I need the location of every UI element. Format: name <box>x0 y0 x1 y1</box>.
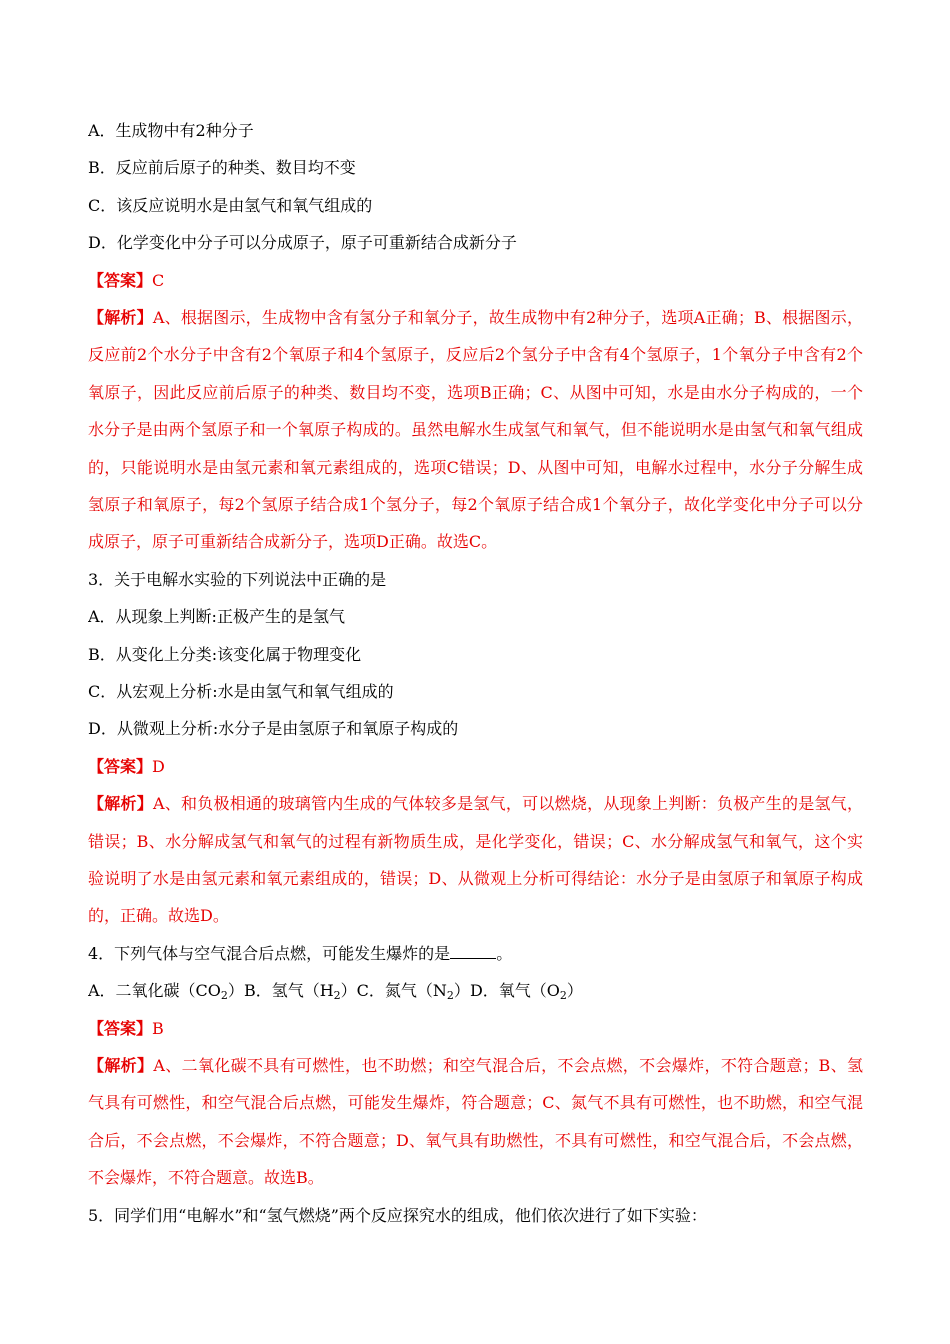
q2-option-a: A．生成物中有2种分子 <box>88 121 254 140</box>
q4-option-b-text: B．氢气（H <box>243 981 334 1001</box>
q2-option-d: D．化学变化中分子可以分成原子，原子可重新结合成新分子 <box>88 233 517 253</box>
q4-option-d-text: D．氧气（O <box>469 981 560 1001</box>
q3-answer-value: D <box>152 756 165 776</box>
q3-analysis-text: A、和负极相通的玻璃管内生成的气体较多是氢气，可以燃烧，从现象上判断：负极产生的是氢气，错误；B、水分解成氢气和氧气的过程有新物质生成，是化学变化，错误；C、水分解成氢气和氧气，这个实验说明了水是由氢元素和氧元素组成的，错误；D、从微观上分析可得结论：水分子是由氢原子和氧原子构成的，正确。故选D。 <box>88 794 863 926</box>
q4-analysis-text: A、二氧化碳不具有可燃性，也不助燃；和空气混合后，不会点燃，不会爆炸，不符合题意；B、氢气具有可燃性，和空气混合后点燃，可能发生爆炸，符合题意；C、氮气不具有可燃性，也不助燃，和空气混合后，不会点燃，不会爆炸，不符合题意；D、氧气具有助燃性，不具有可燃性，和空气混合后，不会点燃，不会爆炸，不符合题意。故选B。 <box>88 1055 863 1188</box>
q3-analysis-tag: 【解析】 <box>88 794 153 814</box>
q4-option-a-end: ） <box>227 981 244 1001</box>
q4-answer-value: B <box>152 1018 164 1038</box>
q4-option-a-text: A．二氧化碳（CO <box>88 981 221 1001</box>
q4-option-d-sub: 2 <box>559 989 567 1003</box>
q4-option-c-end: ） <box>453 981 470 1001</box>
q2-answer-value: C <box>152 270 165 290</box>
q3-answer <box>88 748 863 785</box>
q3-option-a: A．从现象上判断:正极产生的是氢气 <box>88 607 345 627</box>
document-page <box>88 112 863 1234</box>
q4-option-a <box>88 981 244 1003</box>
q3-option-b: B．从变化上分类:该变化属于物理变化 <box>88 644 362 664</box>
q2-analysis <box>88 299 863 561</box>
q4-option-b-sub: 2 <box>333 989 341 1003</box>
q2-analysis-tag: 【解析】 <box>88 307 153 327</box>
q2-option-b: B．反应前后原子的种类、数目均不变 <box>88 158 356 178</box>
q3-answer-tag: 【答案】 <box>88 756 153 776</box>
q4-option-c-sub: 2 <box>446 989 454 1003</box>
q4-stem-end: 。 <box>496 943 513 963</box>
q4-answer-tag: 【答案】 <box>88 1018 153 1038</box>
q4-option-c-text: C．氮气（N <box>356 981 447 1001</box>
q5-stem: 5．同学们用“电解水”和“氢气燃烧”两个反应探究水的组成，他们依次进行了如下实验： <box>88 1205 707 1225</box>
q4-answer-blank <box>450 957 496 959</box>
q4-option-b <box>243 981 357 1003</box>
q3-option-d: D．从微观上分析:水分子是由氢原子和氧原子构成的 <box>88 719 459 739</box>
q2-option-c: C．该反应说明水是由氢气和氧气组成的 <box>88 195 373 215</box>
q4-option-d <box>469 981 583 1003</box>
q4-answer <box>88 1010 863 1047</box>
q2-answer <box>88 262 863 299</box>
q2-answer-tag: 【答案】 <box>88 270 153 290</box>
q4-options <box>88 972 863 1009</box>
q4-option-d-end: ） <box>566 981 583 1001</box>
q3-stem: 3．关于电解水实验的下列说法中正确的是 <box>88 569 387 589</box>
q4-analysis-tag: 【解析】 <box>88 1055 154 1075</box>
q4-option-a-sub: 2 <box>220 989 228 1003</box>
q4-analysis <box>88 1047 863 1197</box>
q2-analysis-text: A、根据图示，生成物中含有氢分子和氧分子，故生成物中有2种分子，选项A正确；B、根据图示，反应前2个水分子中含有2个氧原子和4个氢原子，反应后2个氢分子中含有4个氢原子，1个氧分子中含有2个氧原子，因此反应前后原子的种类、数目均不变，选项B正确；C、从图中可知，水是由水分子构成的，一个水分子是由两个氢原子和一个氧原子构成的。虽然电解水生成氢气和氧气，但不能说明水是由氢气和氧气组成的，只能说明水是由氢元素和氧元素组成的，选项C错误；D、从图中可知，电解水过程中，水分子分解生成氢原子和氧原子，每2个氢原子结合成1个氢分子，每2个氧原子结合成1个氧分子，故化学变化中分子可以分成原子，原子可重新结合成新分子，选项D正确。故选C。 <box>88 307 863 552</box>
q3-analysis <box>88 785 863 935</box>
q4-stem-text: 4．下列气体与空气混合后点燃，可能发生爆炸的是 <box>88 943 451 963</box>
q4-option-c <box>356 981 470 1003</box>
q4-option-b-end: ） <box>340 981 357 1001</box>
q3-option-c: C．从宏观上分析:水是由氢气和氧气组成的 <box>88 681 394 701</box>
q4-stem <box>88 935 863 972</box>
